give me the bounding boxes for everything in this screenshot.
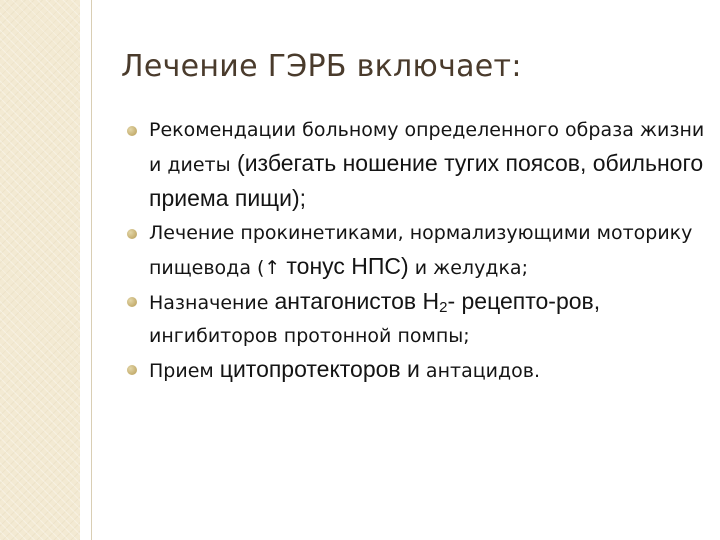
bullet-dot-icon (127, 229, 137, 239)
bullet-dot-icon (127, 297, 137, 307)
bullet-text: цитопротекторов и (219, 356, 420, 382)
bullet-text: Лечение прокинетиками, нормализующими моторику пищевода (↑ (149, 222, 693, 279)
bullet-list (127, 114, 707, 388)
decorative-divider-line (91, 0, 92, 540)
bullet-text: (избегать ношение тугих поясов, обильного приема пищи); (149, 150, 704, 211)
bullet-item-cytoprotectors (127, 353, 707, 388)
bullet-text: - рецепто-ров, (447, 288, 601, 314)
bullet-dot-icon (127, 126, 137, 136)
bullet-text: Назначение (149, 292, 275, 314)
slide-title: Лечение ГЭРБ включает: (121, 49, 522, 84)
decorative-side-band (0, 0, 80, 540)
bullet-text: антацидов. (419, 360, 540, 382)
bullet-text: антагонистов Н (274, 288, 440, 314)
bullet-text: тонус НПС) (286, 253, 409, 279)
bullet-text: ингибиторов протонной помпы; (149, 325, 470, 347)
bullet-text: Прием (149, 360, 220, 382)
bullet-item-prokinetics (127, 217, 707, 285)
bullet-text: и желудка; (408, 257, 528, 279)
bullet-dot-icon (127, 365, 137, 375)
bullet-item-h2-antagonists (127, 285, 707, 353)
bullet-text: Рекомендации больному определенного образа жизни и диеты (149, 119, 705, 176)
bullet-item-lifestyle (127, 114, 707, 217)
subscript-text: 2 (439, 299, 448, 316)
